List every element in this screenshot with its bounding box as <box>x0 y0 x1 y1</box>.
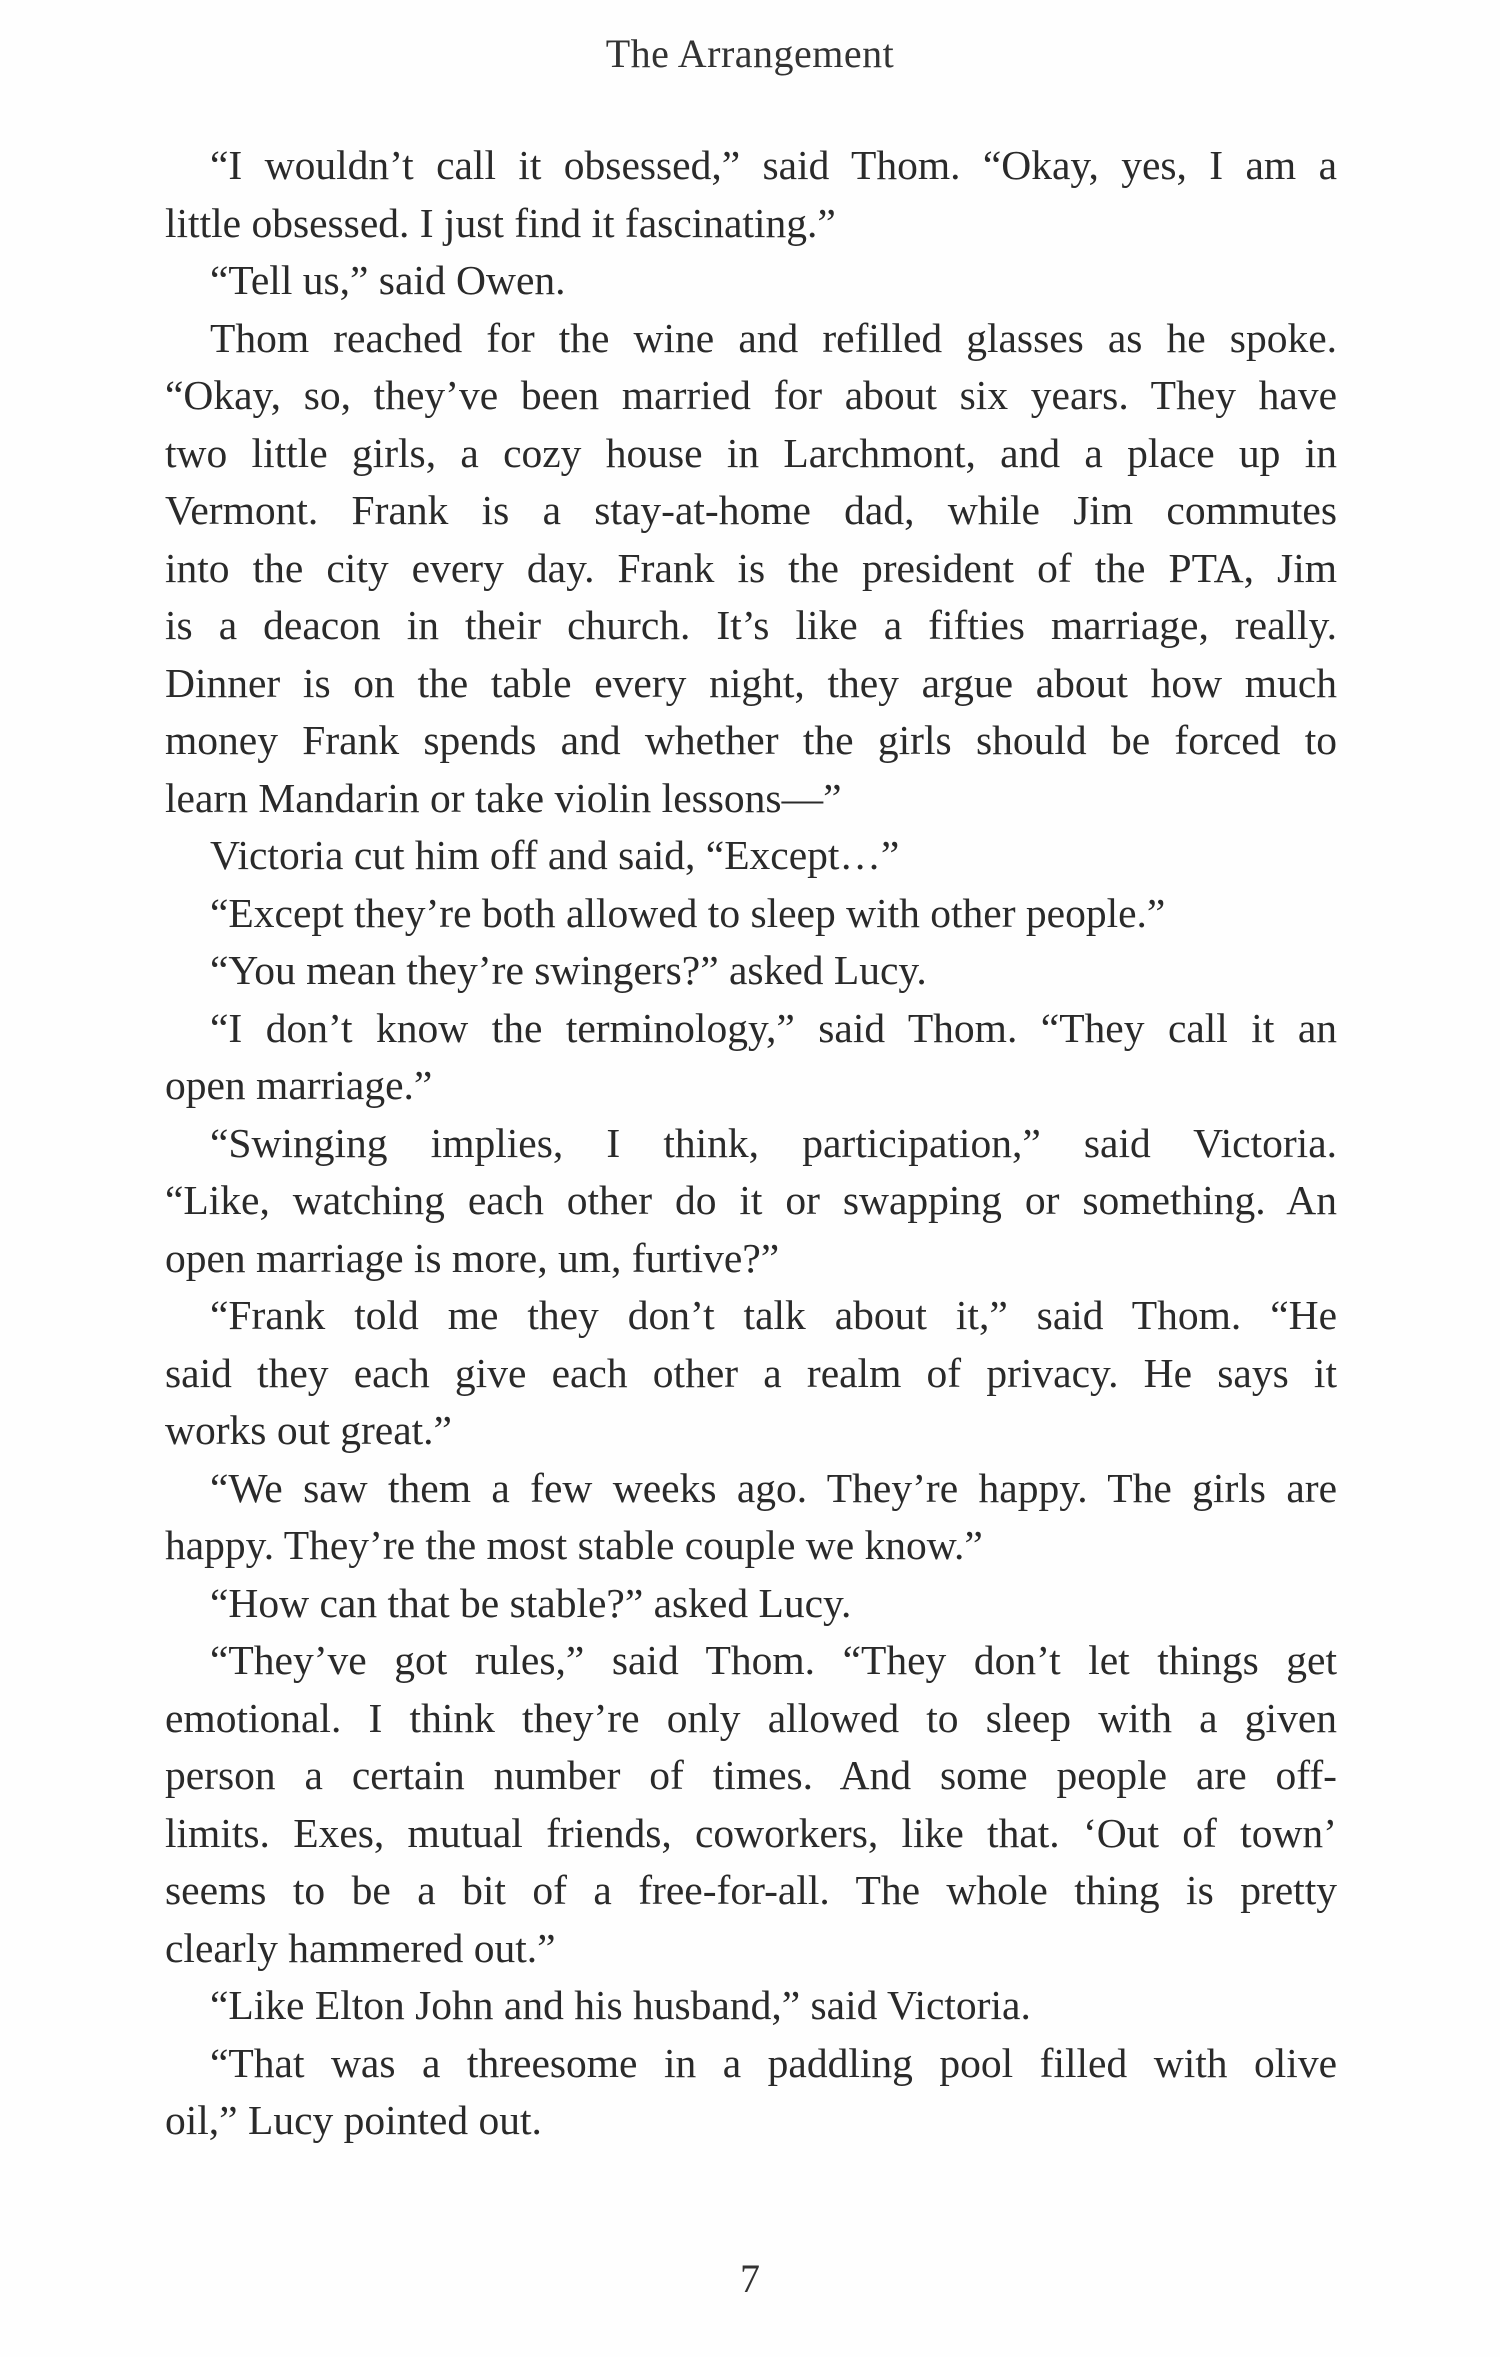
running-head: The Arrangement <box>605 31 895 76</box>
text-line: happy. They’re the most stable couple we know.” <box>165 1522 983 1568</box>
text-line: open marriage.” <box>165 1062 433 1108</box>
page-number: 7 <box>740 2256 760 2301</box>
text-line: Thom reached for the wine and refilled glasses as he spoke. <box>210 314 1337 361</box>
text-line: clearly hammered out.” <box>165 1924 556 1971</box>
text-line: “That was a threesome in a paddling pool filled with olive <box>210 2039 1337 2086</box>
text-line: two little girls, a cozy house in Larchmont, and a place up in <box>165 429 1337 476</box>
text-line: money Frank spends and whether the girls should be forced to <box>165 717 1337 763</box>
text-line: “You mean they’re swingers?” asked Lucy. <box>210 947 927 993</box>
text-line: “Frank told me they don’t talk about it,” said Thom. “He <box>210 1292 1337 1338</box>
text-line: oil,” Lucy pointed out. <box>165 2097 542 2143</box>
text-line: “Tell us,” said Owen. <box>210 257 566 303</box>
text-line: “They’ve got rules,” said Thom. “They don’t let things get <box>210 1637 1337 1683</box>
text-line: “Swinging implies, I think, participation,” said Victoria. <box>210 1119 1337 1166</box>
text-line: “Like Elton John and his husband,” said Victoria. <box>210 1982 1031 2028</box>
text-line: “Except they’re both allowed to sleep with other people.” <box>210 889 1166 936</box>
text-line: Victoria cut him off and said, “Except…” <box>210 832 900 878</box>
text-line: little obsessed. I just find it fascinating.” <box>165 199 836 246</box>
text-line: works out great.” <box>165 1407 452 1453</box>
body-text <box>165 137 1337 2150</box>
text-line: into the city every day. Frank is the president of the PTA, Jim <box>165 544 1337 591</box>
text-line: “I wouldn’t call it obsessed,” said Thom. “Okay, yes, I am a <box>210 142 1337 188</box>
text-line: “I don’t know the terminology,” said Thom. “They call it an <box>210 1004 1337 1051</box>
text-line: emotional. I think they’re only allowed to sleep with a given <box>165 1694 1337 1741</box>
text-line: Dinner is on the table every night, they argue about how much <box>165 659 1337 706</box>
text-line: limits. Exes, mutual friends, coworkers, like that. ‘Out of town’ <box>165 1809 1337 1856</box>
text-line: is a deacon in their church. It’s like a fifties marriage, really. <box>165 602 1337 648</box>
text-line: “Like, watching each other do it or swapping or something. An <box>165 1177 1337 1223</box>
text-line: said they each give each other a realm of privacy. He says it <box>165 1349 1337 1396</box>
text-line: learn Mandarin or take violin lessons—” <box>165 774 842 821</box>
text-line: seems to be a bit of a free-for-all. The whole thing is pretty <box>165 1867 1337 1913</box>
text-line: open marriage is more, um, furtive?” <box>165 1234 780 1281</box>
text-line: Vermont. Frank is a stay-at-home dad, while Jim commutes <box>165 487 1337 533</box>
text-line: “We saw them a few weeks ago. They’re happy. The girls are <box>210 1464 1337 1511</box>
text-line: person a certain number of times. And some people are off- <box>165 1752 1337 1798</box>
text-line: “Okay, so, they’ve been married for about six years. They have <box>165 372 1337 418</box>
text-line: “How can that be stable?” asked Lucy. <box>210 1579 852 1626</box>
